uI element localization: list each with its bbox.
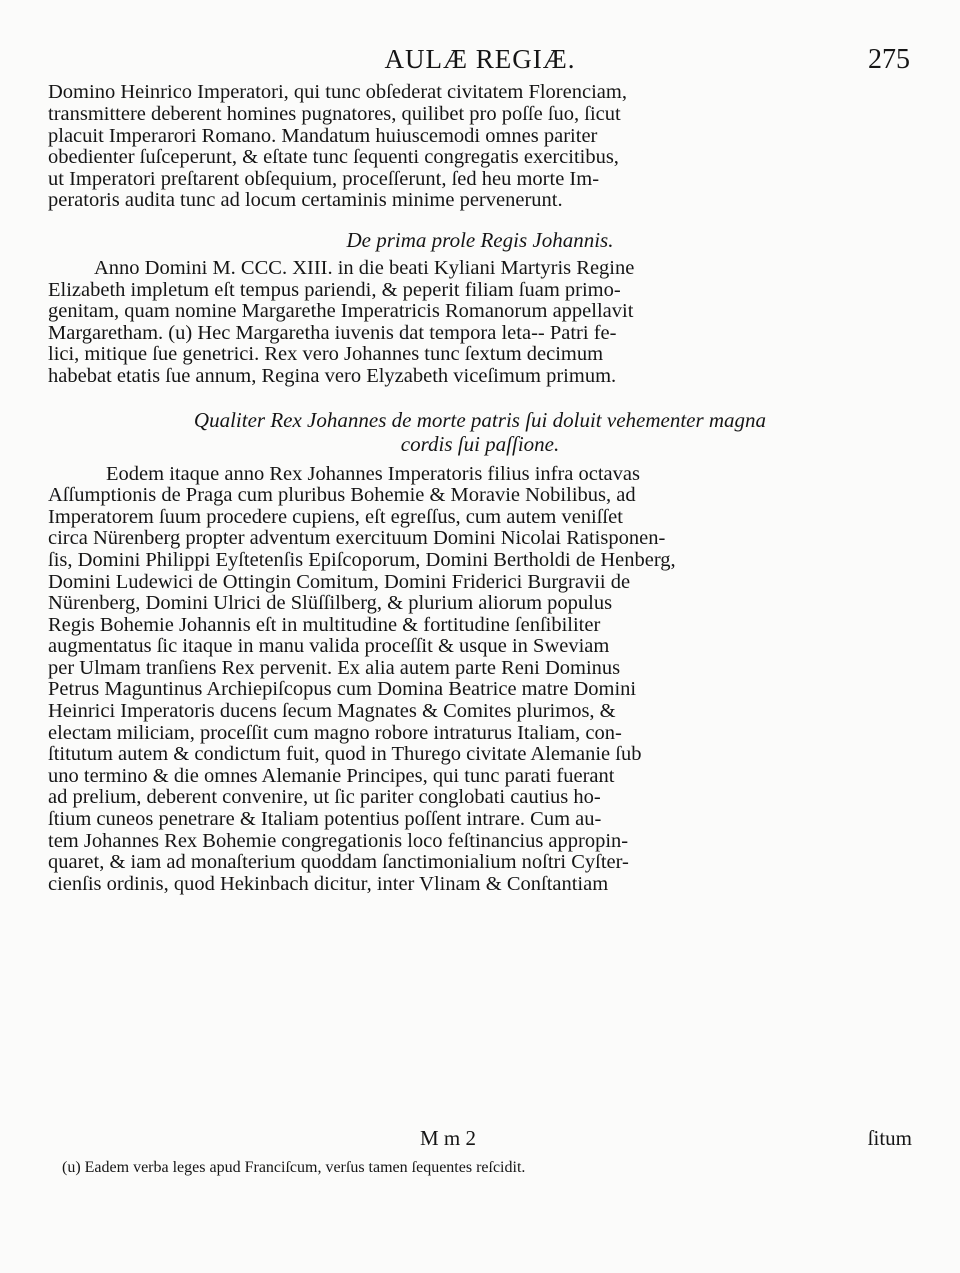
section-heading: De prima prole Regis Johannis. <box>346 227 614 252</box>
text-line: cienſis ordinis, quod Hekinbach dicitur, inter Vlinam & Conſtantiam <box>48 873 609 895</box>
text-line: placuit Imperarori Romano. Mandatum huiuscemodi omnes pariter <box>48 125 598 147</box>
text-line: Margaretham. (u) Hec Margaretha iuvenis dat tempora leta-- Patri fe- <box>48 322 617 344</box>
main-text <box>48 82 912 895</box>
footnote: (u) Eadem verba leges apud Franciſcum, verſus tamen ſequentes reſcidit. <box>62 1159 526 1176</box>
text-line: tem Johannes Rex Bohemie congregationis loco feſtinancius appropin- <box>48 830 629 852</box>
text-line: circa Nürenberg propter adventum exercituum Domini Nicolai Ratisponen- <box>48 528 666 550</box>
paragraph-3 <box>48 464 912 896</box>
page-number: 275 <box>868 44 910 75</box>
running-head <box>0 44 960 84</box>
text-line: quaret, & iam ad monaſterium quoddam ſanctimonialium noſtri Cyſter- <box>48 852 629 874</box>
text-line: genitam, quam nomine Margarethe Imperatricis Romanorum appellavit <box>48 301 634 323</box>
text-line: Domini Ludewici de Ottingin Comitum, Domini Friderici Burgravii de <box>48 571 631 593</box>
text-line: Nürenberg, Domini Ulrici de Slüſſilberg, & plurium aliorum populus <box>48 593 613 615</box>
running-title: AULÆ REGIÆ. <box>384 44 576 74</box>
paragraph-2 <box>48 258 912 388</box>
text-line: ſtium cuneos penetrare & Italiam potentius poſſent intrare. Cum au- <box>48 809 602 831</box>
text-line: Anno Domini M. CCC. XIII. in die beati Kyliani Martyris Regine <box>94 257 635 279</box>
text-line: habebat etatis ſue annum, Regina vero Elyzabeth viceſimum primum. <box>48 365 617 387</box>
text-line: obedienter ſuſceperunt, & eſtate tunc ſequenti congregatis exercitibus, <box>48 147 619 169</box>
text-line: per Ulmam tranſiens Rex pervenit. Ex alia autem parte Reni Dominus <box>48 657 621 679</box>
text-line: Imperatorem ſuum procedere cupiens, eſt egreſſus, cum autem veniſſet <box>48 506 623 528</box>
text-line: Regis Bohemie Johannis eſt in multitudine & fortitudine ſenſibiliter <box>48 614 601 636</box>
section-heading: Qualiter Rex Johannes de morte patris ſui doluit vehementer magna <box>193 407 767 432</box>
paragraph-1 <box>48 82 912 212</box>
text-line: ad prelium, deberent convenire, ut ſic pariter conglobati cautius ho- <box>48 787 601 809</box>
text-line: electam miliciam, proceſſit cum magno robore intraturus Italiam, con- <box>48 722 622 744</box>
catchword: ſitum <box>867 1126 912 1150</box>
signature-mark: M m 2 <box>420 1126 477 1150</box>
text-line: ſtitutum autem & condictum fuit, quod in Thurego civitate Alemanie ſub <box>48 744 642 766</box>
text-line: Eodem itaque anno Rex Johannes Imperatoris filius infra octavas <box>106 463 640 485</box>
text-line: peratoris audita tunc ad locum certaminis minime pervenerunt. <box>48 190 563 212</box>
text-line: Heinrici Imperatoris ducens ſecum Magnates & Comites plurimos, & <box>48 701 616 723</box>
text-line: lici, mitique ſue genetrici. Rex vero Johannes tunc ſextum decimum <box>48 344 604 366</box>
page-footer-row <box>48 1126 912 1152</box>
text-line: Aſſumptionis de Praga cum pluribus Bohemie & Moravie Nobilibus, ad <box>48 485 636 507</box>
section-heading-continued: cordis ſui paſſione. <box>400 431 560 456</box>
text-line: ſis, Domini Philippi Eyſtetenſis Epiſcoporum, Domini Bertholdi de Henberg, <box>48 549 676 571</box>
text-line: uno termino & die omnes Alemanie Principes, qui tunc parati fuerant <box>48 765 615 787</box>
text-line: transmittere deberent homines pugnatores, quilibet pro poſſe ſuo, ſicut <box>48 104 621 125</box>
text-line: augmentatus ſic itaque in manu valida proceſſit & usque in Sweviam <box>48 636 610 658</box>
text-line: Domino Heinrico Imperatori, qui tunc obſederat civitatem Florenciam, <box>48 82 627 103</box>
text-line: Petrus Maguntinus Archiepiſcopus cum Domina Beatrice matre Domini <box>48 679 637 701</box>
text-line: Elizabeth impletum eſt tempus pariendi, & peperit filiam ſuam primo- <box>48 279 621 301</box>
text-line: ut Imperatori preſtarent obſequium, proceſſerunt, ſed heu morte Im- <box>48 168 600 190</box>
